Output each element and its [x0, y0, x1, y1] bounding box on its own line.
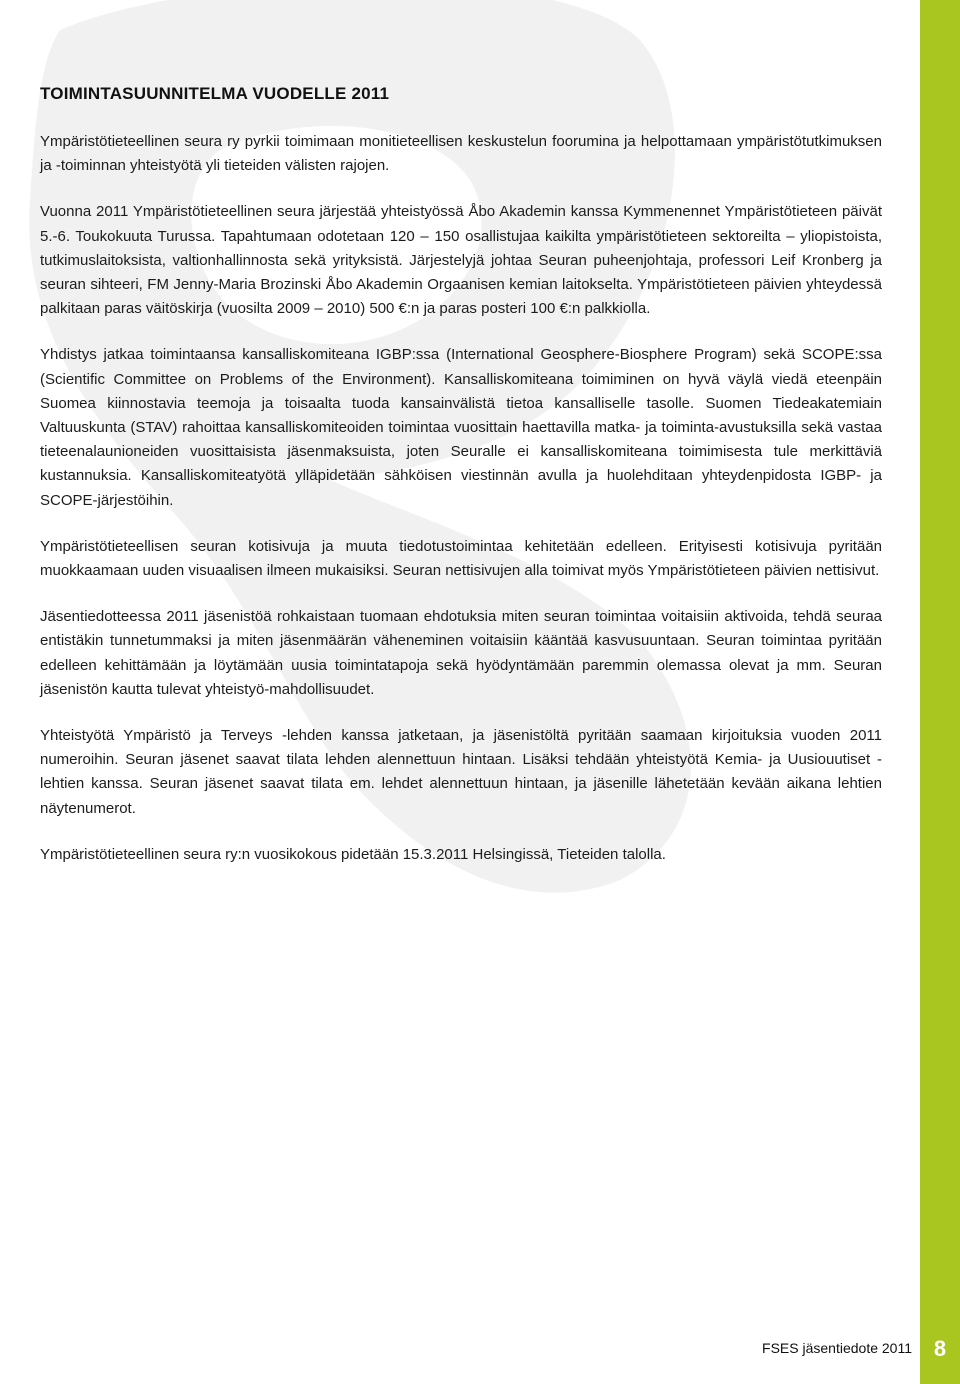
page-title: TOIMINTASUUNNITELMA VUODELLE 2011	[40, 84, 390, 103]
paragraph-environment-days: Vuonna 2011 Ympäristötieteellinen seura järjestää yhteistyössä Åbo Akademin kanssa Kymmenennet Ympäristötieteen päivät 5.-6. Toukokuuta Turussa. Tapahtumaan odotetaan 120 – 150 osallistujaa kaikilta ympäristötieteen sektoreilta – yliopistoista, tutkimuslaitoksista, valtionhallinnosta sekä yrityksistä. Järjestelyjä johtaa Seuran puheenjohtaja, professori Leif Kronberg ja seuran sihteeri, FM Jenny-Maria Brozinski Åbo Akademin Orgaanisen kemian laitokselta. Ympäristötieteen päivien yhteydessä palkitaan paras väitöskirja (vuosilta 2009 – 2010) 500 €:n ja paras posteri 100 €:n palkkiolla.	[40, 203, 882, 318]
page-number: 8	[933, 1336, 947, 1361]
paragraph-website: Ympäristötieteellisen seuran kotisivuja ja muuta tiedotustoimintaa kehitetään edelleen. Erityisesti kotisivuja pyritään muokkaamaan uuden visuaalisen ilmeen mukaisiksi. Seuran nettisivujen alla toimivat myös Ympäristötieteen päivien nettisivut.	[40, 537, 882, 580]
paragraph-national-committee: Yhdistys jatkaa toimintaansa kansalliskomiteana IGBP:ssa (International Geosphere-Biosphere Program) sekä SCOPE:ssa (Scientific Committee on Problems of the Environment). Kansalliskomiteana toimiminen on hyvä väylä viedä eteenpäin Suomea kiinnostavia teemoja ja toisaalta tuoda kansainvälistä tietoa kansalliselle tasolle. Suomen Tiedeakatemiain Valtuuskunta (STAV) rahoittaa kansalliskomiteoiden toimintaa vuosittain haettavilla matka- ja toiminta-avustuksilla sekä vastaa tieteenalaunioneiden vuosittaisista jäsenmaksuista, joten Seuralle ei kansalliskomiteana toimimisesta tule merkittäviä kustannuksia. Kansalliskomiteatyötä ylläpidetään sähköisen viestinnän avulla ja huolehditaan yhteydenpidosta IGBP- ja SCOPE-järjestöihin.	[40, 346, 882, 509]
paragraph-journal-cooperation: Yhteistyötä Ympäristö ja Terveys -lehden kanssa jatketaan, ja jäsenistöltä pyritään saamaan kirjoituksia vuoden 2011 numeroihin. Seuran jäsenet saavat tilata lehden alennettuun hintaan. Lisäksi tehdään yhteistyötä Kemia- ja Uusiouutiset -lehtien kanssa. Seuran jäsenet saavat tilata em. lehdet alennettuun hintaan, ja jäsenille lähetetään kevään aikana lehtien näytenumerot.	[40, 727, 882, 817]
footer-publication: FSES jäsentiedote 2011	[762, 1340, 912, 1356]
document-body	[40, 84, 882, 889]
accent-side-bar	[920, 0, 960, 1384]
paragraph-intro: Ympäristötieteellinen seura ry pyrkii toimimaan monitieteellisen keskustelun foorumina ja helpottamaan ympäristötutkimuksen ja -toiminnan yhteistyötä yli tieteiden välisten rajojen.	[40, 133, 882, 175]
paragraph-annual-meeting: Ympäristötieteellinen seura ry:n vuosikokous pidetään 15.3.2011 Helsingissä, Tieteiden talolla.	[40, 845, 666, 863]
paragraph-membership: Jäsentiedotteessa 2011 jäsenistöä rohkaistaan tuomaan ehdotuksia miten seuran toimintaa voitaisiin aktivoida, tehdä seuraa entistäkin tunnetummaksi ja miten jäsenmäärän väheneminen voitaisiin kääntää kasvusuuntaan. Seuran toimintaa pyritään edelleen kehittämään ja löytämään uusia toimintatapoja sekä hyödyntämään paremmin olemassa olevat ja mm. Seuran jäsenistön kautta tulevat yhteistyö-mahdollisuudet.	[40, 608, 882, 698]
